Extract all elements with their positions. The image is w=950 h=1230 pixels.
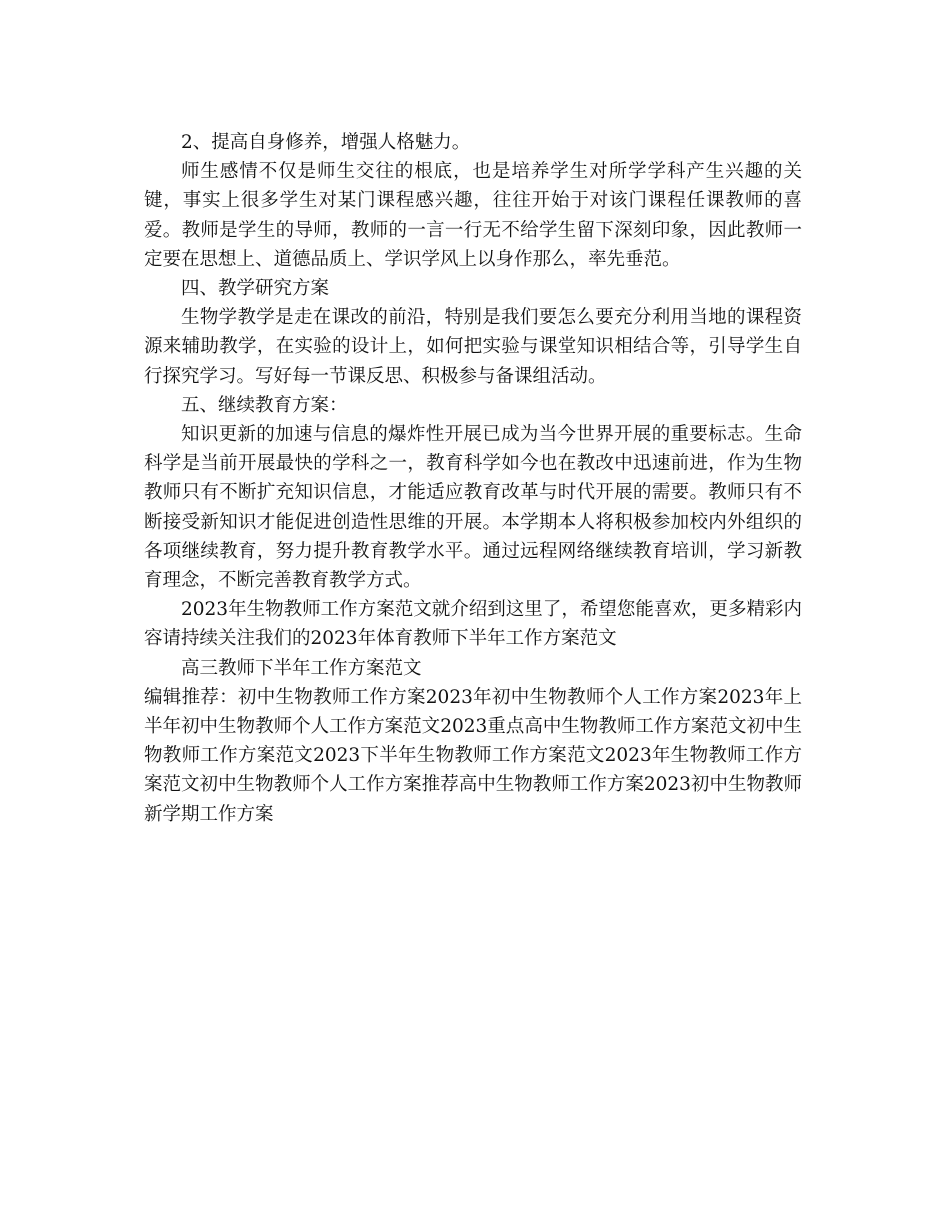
- paragraph-continuing-education: 知识更新的加速与信息的爆炸性开展已成为当今世界开展的重要标志。生命科学是当前开展最快的学科之一，教育科学如今也在教改中迅速前进，作为生物教师只有不断扩充知识信息，才能适应教育改革与时代开展的需要。教师只有不断接受新知识才能促进创造性思维的开展。本学期本人将积极参加校内外组织的各项继续教育，努力提升教育教学水平。通过远程网络继续教育培训，学习新教育理念，不断完善教育教学方式。: [144, 424, 802, 592]
- paragraph-closing-note: 2023年生物教师工作方案范文就介绍到这里了，希望您能喜欢，更多精彩内容请持续关注我们的2023年体育教师下半年工作方案范文: [144, 599, 802, 650]
- editor-recommendations: 编辑推荐：初中生物教师工作方案2023年初中生物教师个人工作方案2023年上半年初中生物教师个人工作方案范文2023重点高中生物教师工作方案范文初中生物教师工作方案范文2023下半年生物教师工作方案范文2023年生物教师工作方案范文初中生物教师个人工作方案推荐高中生物教师工作方案2023初中生物教师新学期工作方案: [144, 686, 802, 825]
- related-article-title: 高三教师下半年工作方案范文: [181, 657, 422, 679]
- section-heading-self-cultivation: 2、提高自身修养，增强人格魅力。: [181, 132, 471, 153]
- section-heading-teaching-research: 四、教学研究方案: [181, 278, 330, 300]
- paragraph-teacher-student-relationship: 师生感情不仅是师生交往的根底，也是培养学生对所学学科产生兴趣的关键，事实上很多学生对某门课程感兴趣，往往开始于对该门课程任课教师的喜爱。教师是学生的导师，教师的一言一行无不给学生留下深刻印象，因此教师一定要在思想上、道德品质上、学识学风上以身作那么，率先垂范。: [144, 161, 802, 270]
- document-body: [144, 128, 802, 829]
- paragraph-teaching-research: 生物学教学是走在课改的前沿，特别是我们要怎么要充分利用当地的课程资源来辅助教学，在实验的设计上，如何把实验与课堂知识相结合等，引导学生自行探究学习。写好每一节课反思、积极参与备课组活动。: [144, 307, 802, 387]
- section-heading-continuing-education: 五、继续教育方案：: [181, 394, 348, 416]
